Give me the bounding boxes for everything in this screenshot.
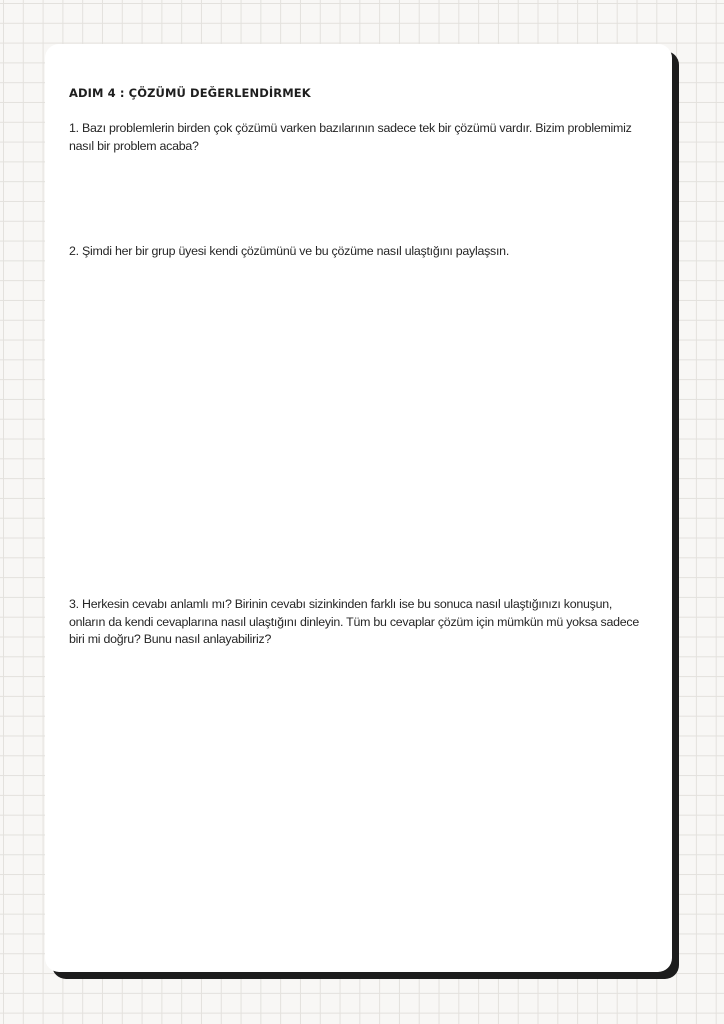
- question-2: 2. Şimdi her bir grup üyesi kendi çözümünü ve bu çözüme nasıl ulaştığını paylaşsın.: [69, 244, 510, 258]
- worksheet-card: [45, 44, 672, 972]
- step-heading: ADIM 4 : ÇÖZÜMÜ DEĞERLENDİRMEK: [69, 86, 311, 100]
- question-1: 1. Bazı problemlerin birden çok çözümü varken bazılarının sadece tek bir çözümü vardır. Bizim problemimiz nasıl bir problem acaba?: [69, 121, 632, 153]
- question-3: 3. Herkesin cevabı anlamlı mı? Birinin cevabı sizinkinden farklı ise bu sonuca nasıl ulaştığınızı konuşun, onların da kendi cevaplarına nasıl ulaştığını dinleyin. Tüm bu cevaplar çözüm için mümkün mü yoksa sadece biri mi doğru? Bunu nasıl anlayabiliriz?: [69, 597, 639, 646]
